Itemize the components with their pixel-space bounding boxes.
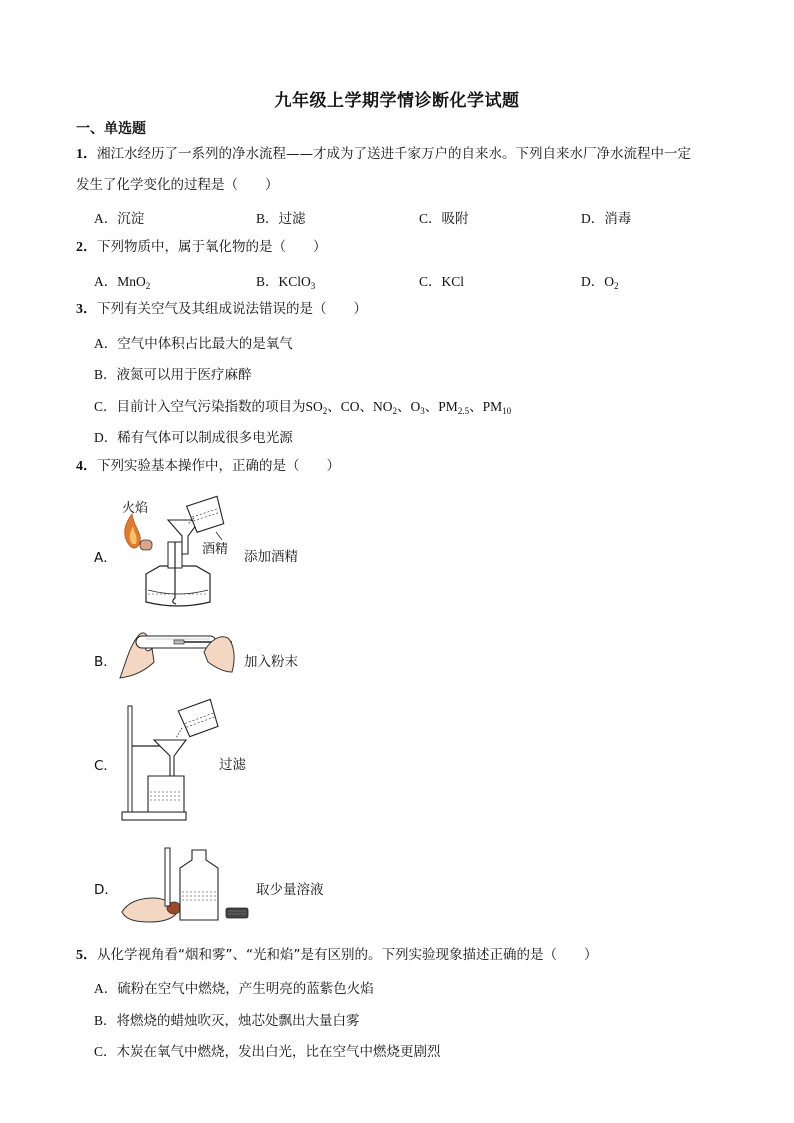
question-number: 2． [76,240,97,255]
question-number: 3． [76,302,97,317]
q5-option-c[interactable]: C．木炭在氧气中燃烧，发出白光，比在空气中燃烧更剧烈 [94,1044,441,1060]
q1-option-b[interactable]: B．过滤 [256,211,306,227]
q5-option-a[interactable]: A．硫粉在空气中燃烧，产生明亮的蓝紫色火焰 [94,981,374,997]
dropper-bottle-figure [120,846,252,926]
q2-option-a[interactable]: A．MnO$_2$ [94,274,151,291]
question-text: 湘江水经历了一系列的净水流程——才成为了送进千家万户的自来水。下列自来水厂净水流程中一定 [97,146,691,162]
page-title: 九年级上学期学情诊断化学试题 [274,91,520,111]
question-3 [76,300,367,319]
question-number: 1． [76,147,97,162]
question-number: 4． [76,459,97,474]
q4-option-c-caption: 过滤 [219,757,246,773]
q4-option-b-label[interactable]: B． [94,654,117,670]
q4-option-a-label[interactable]: A． [94,550,117,566]
q4-option-b-caption: 加入粉末 [244,654,298,670]
question-1-line2: 发生了化学变化的过程是（ ） [76,177,279,193]
q4-option-c-label[interactable]: C． [94,758,117,774]
q2-option-d[interactable]: D．$O_2$ [581,274,619,291]
q3-option-c[interactable]: C．目前计入空气污染指数的项目为$SO_2$、CO、$NO_2$、$O_3$、$PM_{2.5}$、$PM_{10}$ [94,399,512,416]
q1-option-c[interactable]: C．吸附 [419,211,469,227]
question-text: 从化学视角看“烟和雾”、“光和焰”是有区别的。下列实验现象描述正确的是（ ） [97,947,598,963]
q4-option-d-caption: 取少量溶液 [256,882,324,898]
question-4 [76,457,340,476]
flame-label: 火焰 [122,501,149,516]
question-5 [76,946,597,965]
q2-option-b[interactable]: B．KClO$_3$ [256,274,316,291]
question-text: 下列实验基本操作中，正确的是（ ） [97,458,340,474]
q2-option-c[interactable]: C．KCl [419,274,465,289]
test-tube-powder-figure [116,622,238,682]
alcohol-label: 酒精 [202,542,229,557]
q3-option-b[interactable]: B．液氮可以用于医疗麻醉 [94,367,252,383]
question-text: 下列有关空气及其组成说法错误的是（ ） [97,301,367,317]
q1-option-a[interactable]: A．沉淀 [94,211,145,227]
q4-option-d-label[interactable]: D． [94,882,118,898]
filtration-figure [120,700,220,824]
q3-option-d[interactable]: D．稀有气体可以制成很多电光源 [94,430,293,446]
q3-option-a[interactable]: A．空气中体积占比最大的是氧气 [94,336,293,352]
section-heading: 一、单选题 [76,121,146,137]
q4-option-a-caption: 添加酒精 [244,549,298,565]
q5-option-b[interactable]: B．将燃烧的蜡烛吹灭，烛芯处飘出大量白雾 [94,1013,360,1029]
q1-option-d[interactable]: D．消毒 [581,211,632,227]
question-text: 下列物质中，属于氧化物的是（ ） [97,239,327,255]
question-2 [76,238,327,257]
question-number: 5． [76,948,97,963]
question-1 [76,145,691,164]
